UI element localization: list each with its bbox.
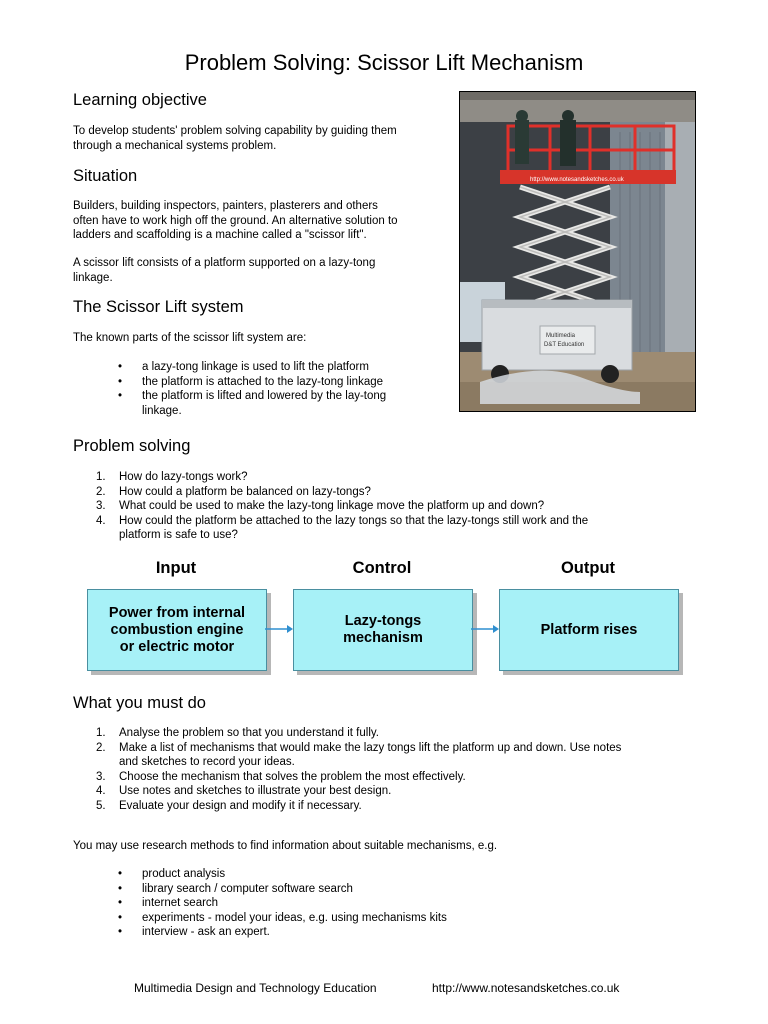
learning-objective-heading: Learning objective xyxy=(73,91,207,109)
text-line: ladders and scaffolding is a machine called a "scissor lift". xyxy=(73,229,367,241)
arrow-right-icon xyxy=(265,622,295,636)
scissor-lift-photo xyxy=(459,91,696,412)
research-bullet-list xyxy=(118,867,447,940)
control-box xyxy=(293,589,473,671)
list-number: 3. xyxy=(96,500,106,512)
list-text: What could be used to make the lazy-tong linkage move the platform up and down? xyxy=(119,500,545,512)
list-number: 1. xyxy=(96,471,106,483)
list-text: and sketches to record your ideas. xyxy=(119,756,295,768)
must-do-heading: What you must do xyxy=(73,694,206,712)
list-item: • product analysis xyxy=(118,867,447,882)
list-item xyxy=(96,726,621,741)
list-text: How do lazy-tongs work? xyxy=(119,471,248,483)
photo-url-text: http://www.notesandsketches.co.uk xyxy=(530,177,624,183)
list-item: • internet search xyxy=(118,896,447,911)
text-line: A scissor lift consists of a platform supported on a lazy-tong xyxy=(73,257,376,269)
text-line: often have to work high off the ground. An alternative solution to xyxy=(73,214,398,227)
list-item: • a lazy-tong linkage is used to lift the platform xyxy=(118,360,386,375)
photo-brand-text: Multimedia xyxy=(546,333,576,339)
list-text: How could a platform be balanced on lazy-tongs? xyxy=(119,485,371,498)
list-text: Use notes and sketches to illustrate your best design. xyxy=(119,785,392,797)
list-item xyxy=(96,485,588,500)
footer-organization: Multimedia Design and Technology Education xyxy=(134,981,377,995)
list-text: platform is safe to use? xyxy=(119,529,238,541)
text-line: Builders, building inspectors, painters, plasterers and others xyxy=(73,200,378,212)
list-number: 5. xyxy=(96,799,106,812)
arrow-right-icon xyxy=(471,622,501,636)
list-item xyxy=(96,784,621,799)
learning-objective-text xyxy=(73,124,397,153)
list-item xyxy=(96,770,621,785)
text-line: linkage. xyxy=(73,271,113,284)
text-line: To develop students' problem solving capability by guiding them xyxy=(73,125,397,137)
list-text: Choose the mechanism that solves the problem the most effectively. xyxy=(119,770,466,783)
problem-solving-list xyxy=(96,470,588,543)
list-item: • the platform is attached to the lazy-tong linkage xyxy=(118,375,386,390)
situation-paragraph-1 xyxy=(73,199,398,243)
list-item xyxy=(96,799,621,814)
footer-url: http://www.notesandsketches.co.uk xyxy=(432,981,620,995)
list-item: • experiments - model your ideas, e.g. using mechanisms kits xyxy=(118,911,447,926)
input-box-line: Power from internal xyxy=(108,604,246,621)
list-item xyxy=(96,499,588,514)
list-number: 4. xyxy=(96,785,106,797)
diagram-input-label: Input xyxy=(155,559,197,577)
input-box-line: combustion engine xyxy=(110,621,244,638)
list-number: 3. xyxy=(96,770,106,783)
list-item xyxy=(96,470,588,485)
text-line: through a mechanical systems problem. xyxy=(73,139,277,152)
list-number: 2. xyxy=(96,741,106,754)
list-item: • interview - ask an expert. xyxy=(118,925,447,940)
list-text: How could the platform be attached to the lazy tongs so that the lazy-tongs still work and the xyxy=(119,514,589,527)
list-item: • library search / computer software search xyxy=(118,882,447,897)
scissor-lift-illustration xyxy=(460,92,695,411)
list-item-continuation xyxy=(96,755,621,770)
list-number: 4. xyxy=(96,514,106,527)
system-bullet-list xyxy=(118,360,386,418)
research-intro: You may use research methods to find information about suitable mechanisms, e.g. xyxy=(73,840,498,852)
list-text: Make a list of mechanisms that would make the lazy tongs lift the platform up and down. Use notes xyxy=(119,741,622,754)
situation-heading: Situation xyxy=(73,167,138,185)
output-box-text: Platform rises xyxy=(540,621,638,638)
input-box-line: or electric motor xyxy=(119,638,235,655)
list-item: • the platform is lifted and lowered by the lay-tong xyxy=(118,389,386,404)
list-item-continuation: linkage. xyxy=(142,404,182,417)
control-box-line: mechanism xyxy=(343,630,423,646)
output-box xyxy=(499,589,679,671)
page-title: Problem Solving: Scissor Lift Mechanism xyxy=(184,50,584,75)
diagram-output-label: Output xyxy=(560,559,616,577)
photo-brand-text-2: D&T Education xyxy=(544,342,585,348)
list-item-continuation xyxy=(96,528,588,543)
list-item xyxy=(96,514,588,529)
must-do-list xyxy=(96,726,621,813)
list-text: Evaluate your design and modify it if necessary. xyxy=(119,799,362,812)
problem-solving-heading: Problem solving xyxy=(73,437,191,455)
input-box xyxy=(87,589,267,671)
system-heading: The Scissor Lift system xyxy=(73,298,244,316)
system-intro: The known parts of the scissor lift system are: xyxy=(73,332,307,344)
diagram-control-label: Control xyxy=(352,559,412,577)
list-item xyxy=(96,741,621,756)
situation-paragraph-2 xyxy=(73,256,375,285)
list-text: Analyse the problem so that you understand it fully. xyxy=(119,727,379,739)
control-box-line: Lazy-tongs xyxy=(344,613,422,629)
list-number: 2. xyxy=(96,485,106,498)
list-number: 1. xyxy=(96,727,106,739)
